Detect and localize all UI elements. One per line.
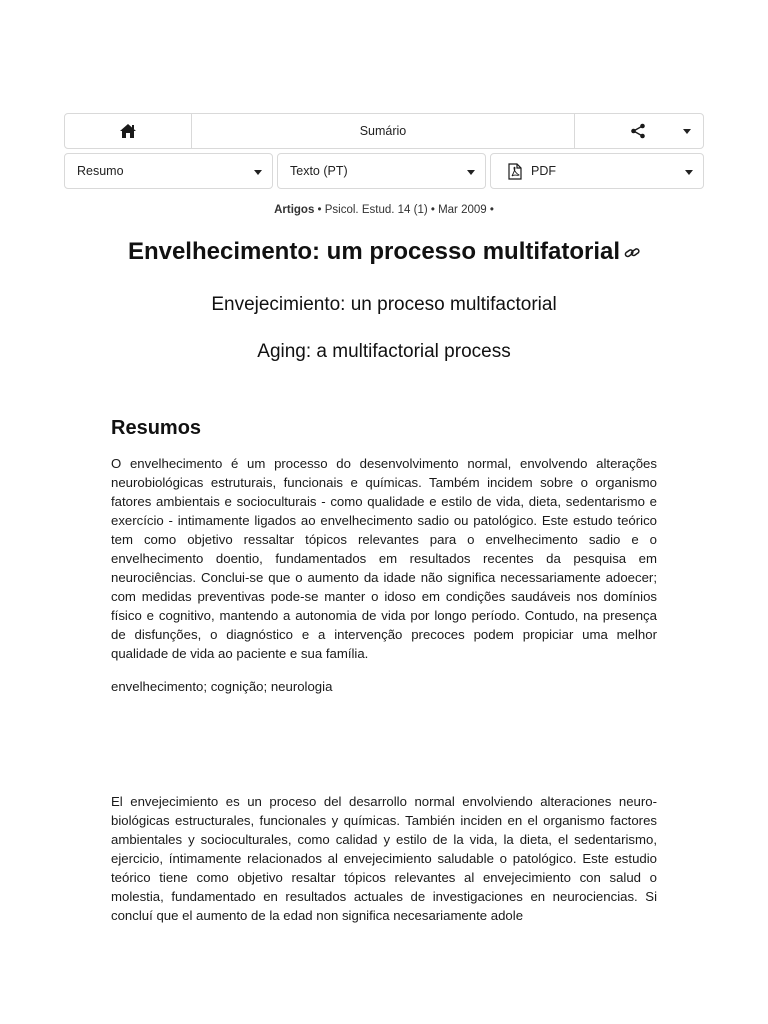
pdf-dropdown-label: PDF (531, 164, 556, 178)
home-button[interactable] (65, 114, 192, 148)
text-language-label: Texto (PT) (290, 164, 348, 178)
abstract-spanish: El envejecimiento es un proceso del desarrollo normal envolviendo alteraciones neurobiológicas estructurales, funcionales y químicas. También inciden en el organismo factores ambientales y socioculturales, como calidad y estilo de la vida, la dieta, el sedentarismo, ejercicio, íntimamente relacionados al envejecimiento saludable o patológico. Este estudio teórico tiene como objetivo resaltar tópicos relevantes al envejecimiento con salud o molestia, fundamentado en resultados actuales de investigaciones en neurociencias. Si concluí que el aumento de la edad non significa necesariamente adole (111, 794, 657, 923)
article-meta (0, 204, 768, 216)
abstract-portuguese: O envelhecimento é um processo do desenvolvimento normal, envolvendo alterações neurobiológicas estruturais, funcionais e químicas. Também incidem sobre o organismo fatores ambientais e socioculturais - como qualidade e estilo de vida, dieta, sedentarismo e exercício - intimamente ligados ao envelhecimento sadio ou patológico. Este estudo teórico tem como objetivo ressaltar tópicos relevantes para o envelhecimento sadio e o envelhecimento doentio, fundamentados em resultados recentes da pesquisa em neurociências. Conclui-se que o aumento da idade não significa necessariamente adoecer; com medidas preventivas pode-se manter o idoso em condições saudáveis nos domínios físico e cognitivo, mantendo a autonomia de vida por longo período. Contudo, na presença de disfunções, o diagnóstico e a intervenção precoces podem propiciar uma melhor qualidade de vida ao paciente e sua família. (111, 456, 657, 661)
abstract-dropdown[interactable] (64, 153, 273, 189)
summary-label: Sumário (359, 124, 407, 138)
abstracts-heading: Resumos (111, 417, 202, 439)
article-title-text: Envelhecimento: um processo multifatorial (127, 238, 621, 265)
article-section: Artigos (274, 204, 315, 216)
chevron-down-icon (254, 170, 262, 175)
abstract-dropdown-label: Resumo (77, 164, 124, 178)
article-citation: • Psicol. Estud. 14 (1) • Mar 2009 • (314, 204, 494, 216)
chevron-down-icon (467, 170, 475, 175)
share-icon (630, 123, 646, 139)
link-icon[interactable] (624, 239, 640, 267)
text-language-dropdown[interactable] (277, 153, 486, 189)
pdf-file-icon (508, 163, 522, 180)
article-title-english: Aging: a multifactorial process (257, 341, 511, 362)
pdf-dropdown[interactable] (490, 153, 704, 189)
article-title-spanish: Envejecimiento: un proceso multifactorial (211, 294, 557, 315)
home-icon (119, 123, 137, 139)
article-title (0, 238, 768, 267)
chevron-down-icon (683, 129, 691, 134)
keywords-portuguese: envelhecimento; cognição; neurologia (111, 679, 333, 694)
share-menu-button[interactable] (575, 114, 703, 148)
summary-button[interactable] (192, 114, 575, 148)
chevron-down-icon (685, 170, 693, 175)
top-toolbar (64, 113, 704, 149)
